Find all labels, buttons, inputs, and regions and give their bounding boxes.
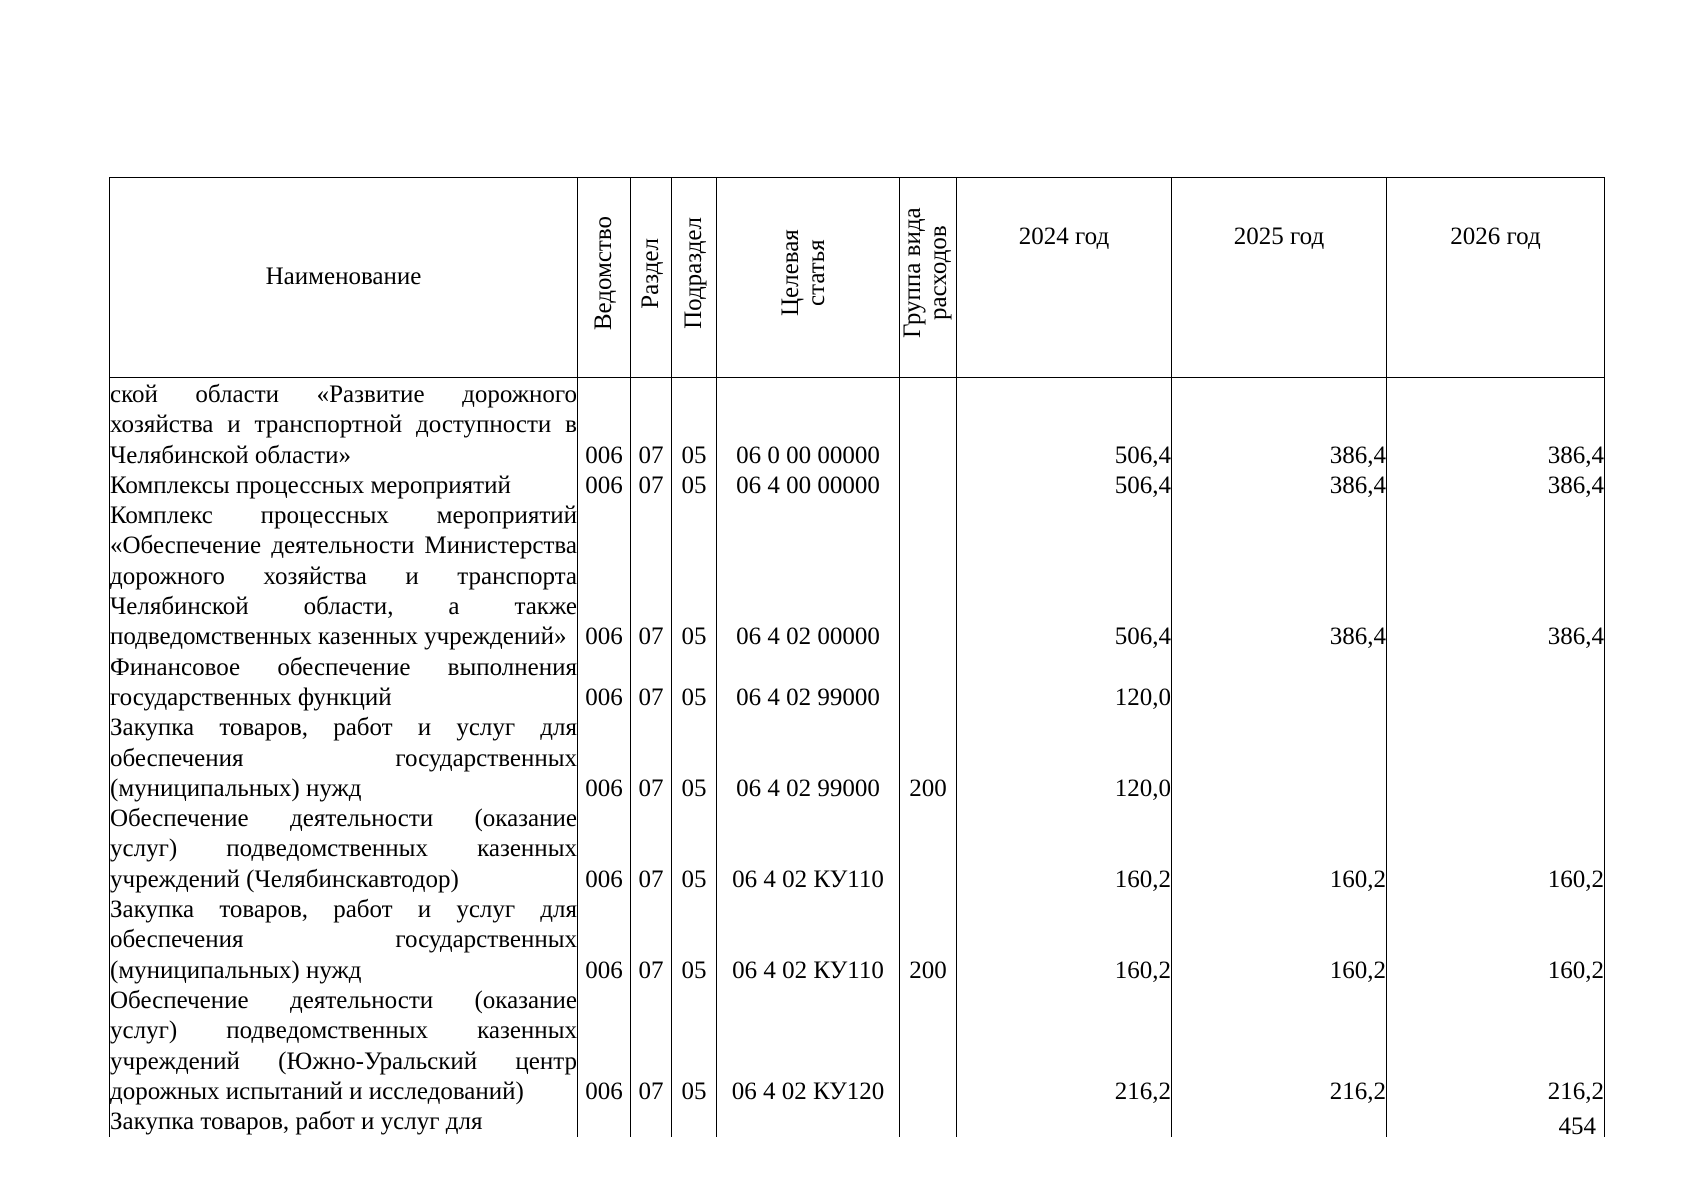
row-amount-2024: 120,0	[957, 713, 1172, 804]
row-expense-group	[900, 653, 957, 714]
row-target-article: 06 4 02 КУ110	[717, 804, 900, 895]
header-subsection-label: Подраздел	[680, 217, 707, 330]
row-amount-2026	[1387, 713, 1605, 804]
row-section: 07	[631, 501, 672, 652]
table-row	[110, 378, 1605, 471]
row-ministry: 006	[578, 895, 631, 986]
row-amount-2025	[1172, 713, 1387, 804]
row-expense-group	[900, 471, 957, 501]
table-row	[110, 804, 1605, 895]
row-ministry: 006	[578, 378, 631, 471]
row-target-article: 06 4 02 99000	[717, 713, 900, 804]
row-name: ской области «Развитие дорожного хозяйства и транспортной доступности в Челябинской области»	[110, 378, 578, 471]
table-body	[110, 378, 1605, 1138]
row-amount-2025	[1172, 653, 1387, 714]
row-target-article: 06 0 00 00000	[717, 378, 900, 471]
row-section	[631, 1107, 672, 1137]
row-name: Комплекс процессных мероприятий «Обеспечение деятельности Министерства дорожного хозяйства и транспорта Челябинской области, а также подведомственных казенных учреждений»	[110, 501, 578, 652]
row-amount-2025: 386,4	[1172, 378, 1387, 471]
row-amount-2024: 160,2	[957, 895, 1172, 986]
row-subsection: 05	[672, 804, 717, 895]
table-header-row	[110, 178, 1605, 378]
table-row	[110, 986, 1605, 1107]
row-expense-group	[900, 804, 957, 895]
row-target-article: 06 4 02 КУ120	[717, 986, 900, 1107]
row-amount-2025	[1172, 1107, 1387, 1137]
header-expense-group-label: Группа вида расходов	[899, 208, 952, 339]
row-amount-2026: 386,4	[1387, 501, 1605, 652]
row-section: 07	[631, 378, 672, 471]
header-ministry	[578, 178, 631, 378]
row-subsection: 05	[672, 713, 717, 804]
row-amount-2025: 160,2	[1172, 804, 1387, 895]
table-row	[110, 653, 1605, 714]
header-2026: 2026 год	[1387, 178, 1605, 378]
row-section: 07	[631, 986, 672, 1107]
header-2024: 2024 год	[957, 178, 1172, 378]
row-target-article: 06 4 02 КУ110	[717, 895, 900, 986]
row-amount-2025: 386,4	[1172, 471, 1387, 501]
row-amount-2025: 160,2	[1172, 895, 1387, 986]
row-subsection: 05	[672, 378, 717, 471]
table-row	[110, 501, 1605, 652]
row-ministry: 006	[578, 804, 631, 895]
row-subsection: 05	[672, 895, 717, 986]
row-amount-2026: 160,2	[1387, 895, 1605, 986]
page-number: 454	[1558, 1113, 1596, 1140]
row-section: 07	[631, 895, 672, 986]
row-name: Закупка товаров, работ и услуг для обеспечения государственных (муниципальных) нужд	[110, 895, 578, 986]
row-ministry: 006	[578, 713, 631, 804]
row-ministry: 006	[578, 653, 631, 714]
row-ministry: 006	[578, 501, 631, 652]
row-amount-2024: 506,4	[957, 501, 1172, 652]
row-name: Закупка товаров, работ и услуг для	[110, 1107, 578, 1137]
row-name: Финансовое обеспечение выполнения государственных функций	[110, 653, 578, 714]
row-section: 07	[631, 804, 672, 895]
row-expense-group: 200	[900, 713, 957, 804]
row-amount-2024: 506,4	[957, 378, 1172, 471]
table-row	[110, 1107, 1605, 1137]
row-section: 07	[631, 653, 672, 714]
row-target-article	[717, 1107, 900, 1137]
row-section: 07	[631, 471, 672, 501]
row-name: Комплексы процессных мероприятий	[110, 471, 578, 501]
row-amount-2024: 506,4	[957, 471, 1172, 501]
row-ministry: 006	[578, 471, 631, 501]
row-amount-2026	[1387, 653, 1605, 714]
row-amount-2024: 216,2	[957, 986, 1172, 1107]
header-section-label: Раздел	[637, 237, 664, 309]
row-amount-2026: 386,4	[1387, 471, 1605, 501]
row-amount-2026: 386,4	[1387, 378, 1605, 471]
row-amount-2024: 160,2	[957, 804, 1172, 895]
row-name: Обеспечение деятельности (оказание услуг) подведомственных казенных учреждений (Челябинскавтодор)	[110, 804, 578, 895]
header-2025: 2025 год	[1172, 178, 1387, 378]
row-amount-2025: 386,4	[1172, 501, 1387, 652]
row-amount-2024: 120,0	[957, 653, 1172, 714]
budget-table	[109, 177, 1605, 1137]
header-name: Наименование	[110, 178, 578, 378]
row-subsection: 05	[672, 653, 717, 714]
row-amount-2026: 160,2	[1387, 804, 1605, 895]
row-expense-group: 200	[900, 895, 957, 986]
header-target-article	[717, 178, 900, 378]
row-expense-group	[900, 378, 957, 471]
header-expense-group	[900, 178, 957, 378]
header-subsection	[672, 178, 717, 378]
row-name: Закупка товаров, работ и услуг для обеспечения государственных (муниципальных) нужд	[110, 713, 578, 804]
table-row	[110, 471, 1605, 501]
row-amount-2024	[957, 1107, 1172, 1137]
row-target-article: 06 4 00 00000	[717, 471, 900, 501]
row-target-article: 06 4 02 99000	[717, 653, 900, 714]
row-amount-2026: 216,2	[1387, 986, 1605, 1107]
row-ministry	[578, 1107, 631, 1137]
row-target-article: 06 4 02 00000	[717, 501, 900, 652]
table-row	[110, 895, 1605, 986]
row-subsection: 05	[672, 501, 717, 652]
header-section	[631, 178, 672, 378]
row-ministry: 006	[578, 986, 631, 1107]
header-ministry-label: Ведомство	[590, 216, 617, 331]
table-row	[110, 713, 1605, 804]
row-expense-group	[900, 501, 957, 652]
row-subsection: 05	[672, 986, 717, 1107]
row-expense-group	[900, 986, 957, 1107]
row-amount-2025: 216,2	[1172, 986, 1387, 1107]
row-expense-group	[900, 1107, 957, 1137]
row-subsection	[672, 1107, 717, 1137]
row-section: 07	[631, 713, 672, 804]
row-subsection: 05	[672, 471, 717, 501]
header-target-article-label: Целевая статья	[777, 229, 830, 317]
row-name: Обеспечение деятельности (оказание услуг) подведомственных казенных учреждений (Южно-Уральский центр дорожных испытаний и исследований)	[110, 986, 578, 1107]
